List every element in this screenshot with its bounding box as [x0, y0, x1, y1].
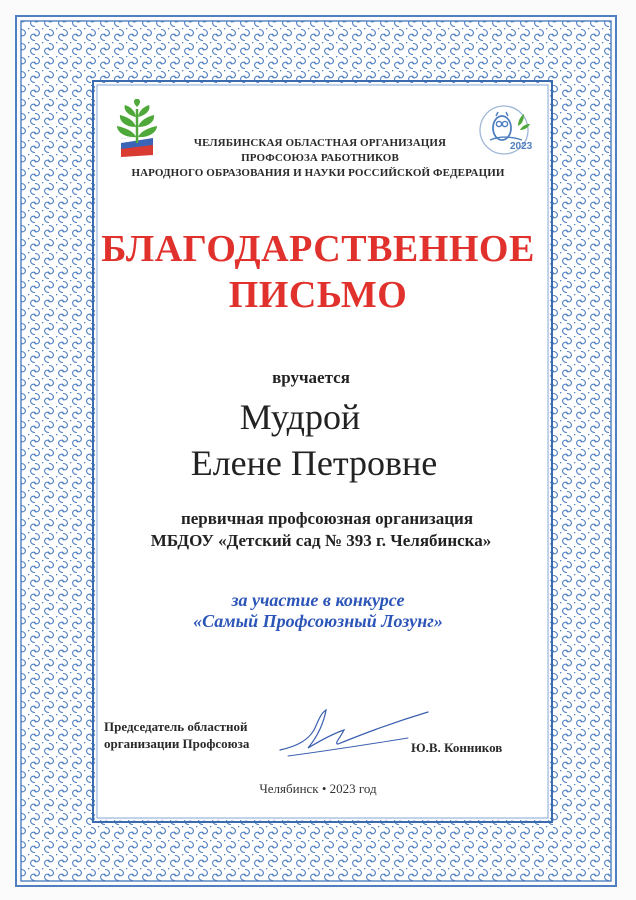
certificate-title — [0, 226, 636, 318]
award-reason — [0, 590, 636, 632]
org-line-2: ПРОФСОЮЗА РАБОТНИКОВ — [241, 152, 399, 164]
recipient-organization — [0, 508, 636, 552]
reason-line-1: за участие в конкурсе — [231, 590, 405, 610]
signatory-title — [104, 718, 249, 752]
recipient-name — [0, 394, 600, 486]
org-line-3: НАРОДНОГО ОБРАЗОВАНИЯ И НАУКИ РОССИЙСКОЙ ФЕДЕРАЦИИ — [131, 167, 505, 179]
title-line-1: БЛАГОДАРСТВЕННОЕ — [101, 228, 535, 270]
signatory-title-line-1: Председатель областной — [104, 719, 248, 734]
reason-line-2: «Самый Профсоюзный Лозунг» — [193, 611, 443, 631]
handwritten-signature — [268, 700, 438, 770]
signer-name: Ю.В. Конников — [411, 740, 503, 755]
presented-label: вручается — [272, 368, 350, 387]
recipient-line-2: Елене Петровне — [190, 443, 438, 483]
recipient-line-1: Мудрой — [239, 397, 361, 437]
signatory-title-line-2: организации Профсоюза — [104, 736, 250, 751]
organization-line-2: МБДОУ «Детский сад № 393 г. Челябинска» — [150, 531, 492, 550]
place-and-year: Челябинск • 2023 год — [259, 781, 377, 796]
title-line-2: ПИСЬМО — [228, 274, 408, 316]
organization-header — [0, 136, 636, 181]
logo-year: 2023 — [510, 141, 533, 152]
org-line-1: ЧЕЛЯБИНСКАЯ ОБЛАСТНАЯ ОРГАНИЗАЦИЯ — [193, 137, 447, 149]
organization-line-1: первичная профсоюзная организация — [180, 509, 474, 528]
